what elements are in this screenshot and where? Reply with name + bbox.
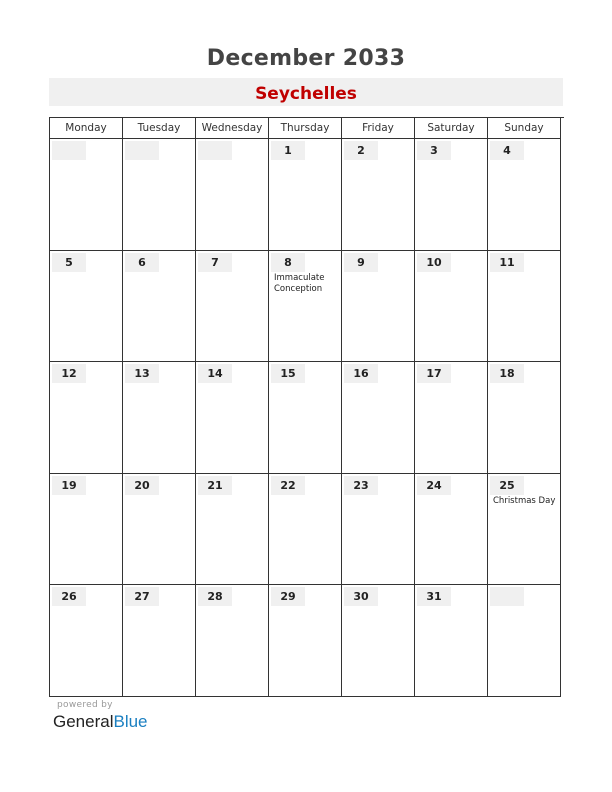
- day-cell: [50, 139, 123, 251]
- day-cell: [123, 585, 196, 697]
- day-cell: [342, 585, 415, 697]
- day-number: [125, 141, 159, 160]
- day-number: 1: [271, 141, 305, 160]
- generalblue-logo[interactable]: [53, 712, 148, 732]
- weekday-header-sunday: Sunday: [488, 118, 561, 139]
- day-cell: [269, 139, 342, 251]
- week-row: [50, 139, 564, 251]
- day-number: 14: [198, 364, 232, 383]
- day-cell: [50, 251, 123, 363]
- day-cell: [488, 139, 561, 251]
- day-number: 9: [344, 253, 378, 272]
- weekday-header-friday: Friday: [342, 118, 415, 139]
- day-number: 21: [198, 476, 232, 495]
- day-number: 7: [198, 253, 232, 272]
- day-number: 19: [52, 476, 86, 495]
- day-number: [490, 587, 524, 606]
- day-cell: [196, 474, 269, 586]
- day-number: [52, 141, 86, 160]
- day-number: [198, 141, 232, 160]
- day-cell: [342, 362, 415, 474]
- weekday-header-monday: Monday: [50, 118, 123, 139]
- day-number: 29: [271, 587, 305, 606]
- day-number: 31: [417, 587, 451, 606]
- week-row: [50, 585, 564, 697]
- week-row: [50, 251, 564, 363]
- weekday-header-tuesday: Tuesday: [123, 118, 196, 139]
- brand-general: General: [53, 712, 114, 731]
- day-cell: [269, 585, 342, 697]
- day-cell: [488, 251, 561, 363]
- day-number: 28: [198, 587, 232, 606]
- day-cell: [123, 251, 196, 363]
- day-cell: [196, 362, 269, 474]
- day-number: 11: [490, 253, 524, 272]
- holiday-label: Christmas Day: [493, 495, 556, 506]
- day-number: 25: [490, 476, 524, 495]
- day-cell: [415, 474, 488, 586]
- day-cell: [269, 251, 342, 363]
- day-number: 3: [417, 141, 451, 160]
- day-number: 6: [125, 253, 159, 272]
- calendar-title: December 2033: [206, 46, 406, 71]
- weekday-header-row: [50, 118, 564, 139]
- day-cell: [342, 251, 415, 363]
- country-name: Seychelles: [255, 84, 357, 104]
- week-row: [50, 474, 564, 586]
- day-number: 18: [490, 364, 524, 383]
- day-number: 5: [52, 253, 86, 272]
- day-cell: [488, 362, 561, 474]
- calendar-grid: [49, 117, 564, 697]
- day-cell: [342, 139, 415, 251]
- weekday-header-saturday: Saturday: [415, 118, 488, 139]
- brand-blue: Blue: [113, 712, 148, 731]
- day-number: 23: [344, 476, 378, 495]
- day-number: 15: [271, 364, 305, 383]
- day-number: 20: [125, 476, 159, 495]
- day-cell: [50, 362, 123, 474]
- day-number: 8: [271, 253, 305, 272]
- day-cell: [123, 474, 196, 586]
- day-cell: [50, 474, 123, 586]
- powered-by-text: powered by: [57, 700, 113, 710]
- day-cell: [415, 585, 488, 697]
- day-cell: [50, 585, 123, 697]
- day-cell: [269, 362, 342, 474]
- day-cell: [123, 139, 196, 251]
- day-number: 17: [417, 364, 451, 383]
- weekday-header-wednesday: Wednesday: [196, 118, 269, 139]
- weekday-header-thursday: Thursday: [269, 118, 342, 139]
- day-cell: [488, 474, 561, 586]
- day-number: 10: [417, 253, 451, 272]
- day-number: 16: [344, 364, 378, 383]
- day-number: 30: [344, 587, 378, 606]
- day-number: 24: [417, 476, 451, 495]
- day-cell: [342, 474, 415, 586]
- day-cell: [123, 362, 196, 474]
- calendar-weeks: [50, 139, 564, 697]
- day-cell: [196, 585, 269, 697]
- day-cell: [415, 251, 488, 363]
- day-number: 22: [271, 476, 305, 495]
- day-cell: [415, 139, 488, 251]
- day-number: 2: [344, 141, 378, 160]
- holiday-label: Immaculate Conception: [274, 272, 325, 294]
- day-number: 27: [125, 587, 159, 606]
- day-cell: [415, 362, 488, 474]
- day-number: 26: [52, 587, 86, 606]
- day-number: 12: [52, 364, 86, 383]
- day-cell: [196, 251, 269, 363]
- week-row: [50, 362, 564, 474]
- day-cell: [196, 139, 269, 251]
- day-cell: [269, 474, 342, 586]
- day-cell: [488, 585, 561, 697]
- day-number: 4: [490, 141, 524, 160]
- day-number: 13: [125, 364, 159, 383]
